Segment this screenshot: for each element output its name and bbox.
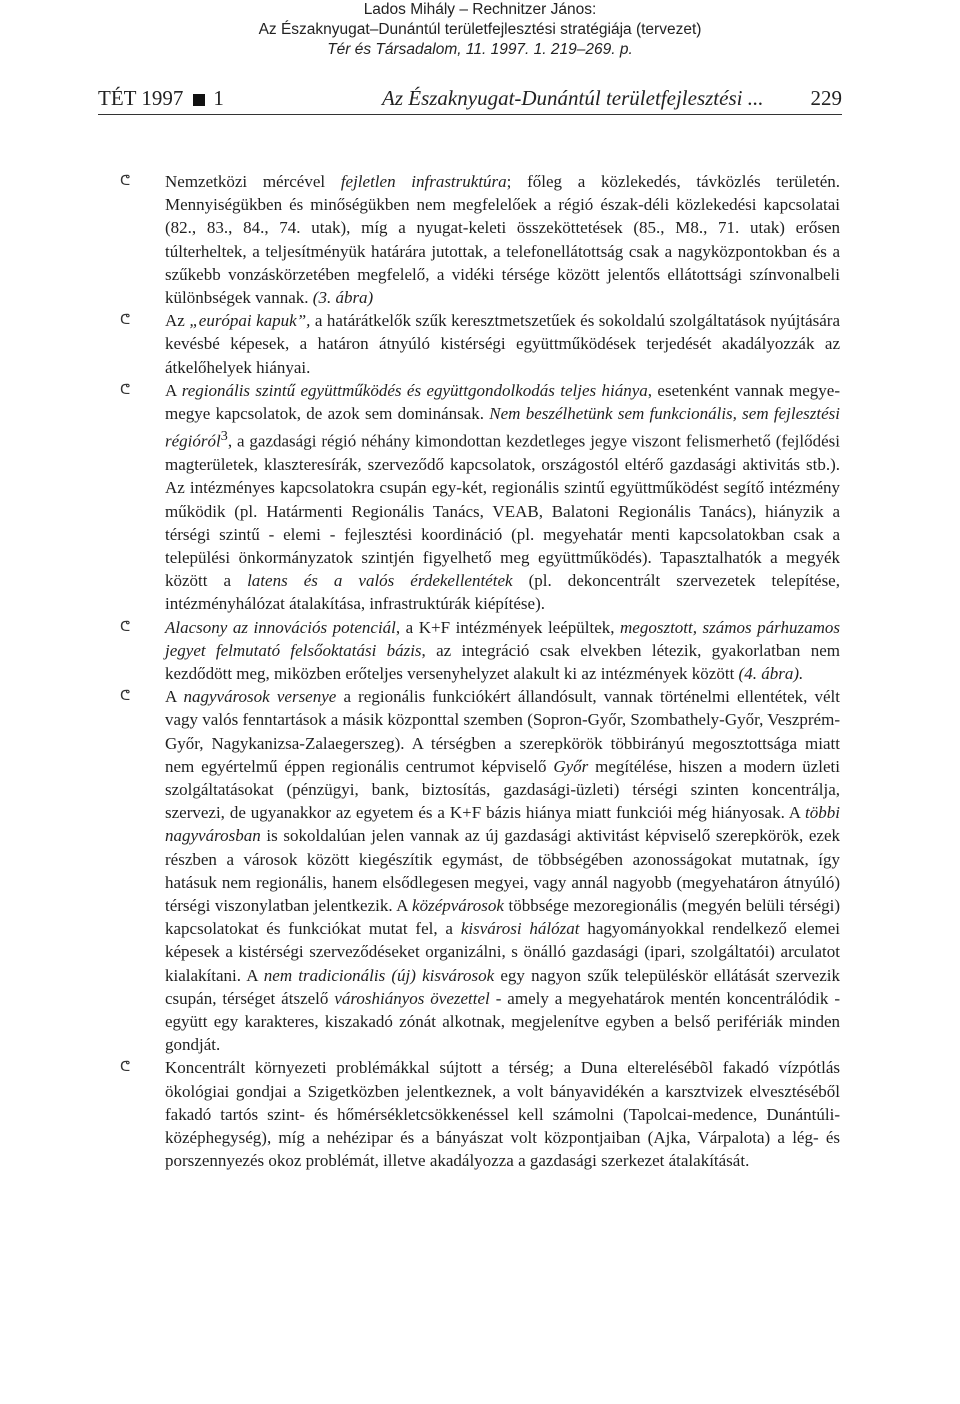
bullet-icon: ᕦ [120, 174, 131, 189]
text-run: egy nagyon szűk településkör ellátását szervezik csupán, térséget átszelő [165, 965, 840, 1008]
text-run: városhiányos övezettel [334, 988, 490, 1008]
text-run: megosztott, számos párhuzamos jegyet felmutató felsőoktatási bázis [165, 617, 840, 660]
text-run: a határátkelők szűk keresztmetszetűek és sokoldalú szolgáltatások nyújtására kevésbé képesek, a határon átnyúló kistérségi együttműködések terjedését akadályozzák az átkelőhelyek hiányai. [165, 311, 841, 377]
text-run: (3. ábra) [312, 288, 374, 308]
text-run: Koncentrált környezeti problémákkal sújtott a térség; a Duna elterelésébõl fakadó vízpótlás ökológiai gondjai a Szigetközben jelentkeznek, a volt bányavidékén a karsztvizek elvesztéséből fakadó tartós szint- és hőmérsékletcsökkenéssel kell számolni (Tapolcai-medence, Dunántúli-középhegység), míg a nehézipar és a bányászat volt központjaiban (Ajka, Várpalota) a lég- és porszennyezés okoz problémát, illetve akadályozza a gazdasági szerkezet átalakítását. [165, 1058, 840, 1171]
issue-number: 1 [213, 86, 224, 110]
text-run: (4. ábra). [738, 663, 804, 683]
text-run: is sokoldalúan jelen vannak az új gazdasági aktivitást képviselő szerepkörök, ezek részben a városok között kiegészítik egymást, de többségében azonosságokat mutatnak, így hatásuk nem regionális, hanem elsődlegesen megyei, vagy annál nagyobb (megyehatáron átnyúló) térségi viszonylatban jelentkezik. A [165, 826, 840, 915]
text-run: Az [165, 311, 190, 331]
bullet-item [120, 309, 840, 379]
running-head [98, 84, 842, 115]
journal-label: TÉT 1997 [98, 86, 184, 110]
body-text [120, 170, 840, 1172]
text-run: , a K+F intézmények leépültek, [395, 617, 621, 637]
text-run: A [165, 380, 182, 400]
text-run: többi nagyvárosban [165, 803, 840, 846]
bullet-item [120, 616, 840, 686]
text-run: hagyományokkal rendelkező elemei képesek a kistérségi szerveződéseket organizálni, s önálló gazdasági (ipari, szolgáltatói) arculatot kialakítani. A [165, 919, 840, 985]
bullet-icon: ᕦ [120, 313, 131, 329]
bullet-item [120, 379, 840, 616]
text-run: , az integráció csak elvekben létezik, gyakorlatban nem kezdődött meg, miközben erőteljes versenyhelyzet alakult ki az intézmények között [165, 640, 840, 683]
text-run: nem tradicionális (új) kisvárosok [263, 965, 495, 985]
text-run: Nem beszélhetünk sem funkcionális, sem fejlesztési régióról [165, 404, 840, 451]
text-run: A [165, 687, 184, 707]
text-run: latens és a valós érdekellentétek [247, 571, 513, 591]
text-run: megítélése, hiszen a modern üzleti szolgáltatásokat (pénzügyi, bank, biztosítás, gazdasági-üzleti) térségi szinten koncentrálja, szervezi, de ugyanakkor az egyetem és a K+F bázis hiánya miatt funkciói még hiányosak. A [165, 756, 841, 823]
running-head-title: Az Északnyugat-Dunántúl területfejlesztési ... [382, 86, 764, 110]
text-run: középvárosok [412, 895, 504, 915]
running-head-journal [98, 86, 224, 111]
text-run: , esetenként vannak megye-megye kapcsolatok, de azok sem dominánsak. [165, 380, 841, 424]
citation-authors: Lados Mihály – Rechnitzer János: [363, 1, 597, 18]
bullet-icon: ᕦ [120, 619, 131, 635]
bullet-icon: ᕦ [120, 382, 131, 398]
bullet-icon: ᕦ [120, 689, 131, 705]
text-run: ; főleg a közlekedés, távközlés területén. Mennyiségükben és minőségükben nem megfelelőek a régió észak-déli közlekedési kapcsolatai (82., 83., 84., 74. utak), míg a nyugat-keleti összeköttetések (85., M8., 71. utak) erősen túlterheltek, a teljesítményük határára jutottak, a telefonellátottság csak a nagyközpontokban és a szűkebb vonzáskörzetében megfelelő, a vidéki térsége között jelentős ellátottsági színvonalbeli különbségek vannak. [165, 172, 841, 308]
page-number: 229 [810, 86, 842, 110]
bullet-item [120, 1056, 840, 1172]
text-run: , a gazdasági régió néhány kimondottan kezdetleges jegye viszont felismerhető (fejlődési magterületek, klaszteresírák, szerveződő kapcsolatok, országostól eltérő gazdasági aktivitás stb.). Az intézményes kapcsolatokra csupán egy-két, regionális szintű együttműködést segítő intézmény működik (pl. Határmenti Regionális Tanács, VEAB, Balatoni Regionális Tanács), hiányzik a térségi szintű - elemi - fejlesztési koordináció (pl. megyehatár menti kapcsolatokban csak a települési önkormányzatok szintjén figyelhető meg együttműködés). Tapasztalhatók a megyék között a [165, 431, 840, 591]
text-run: „európai kapuk”, [189, 311, 311, 331]
text-run: (pl. dekoncentrált szervezetek telepítése, intézményhálózat átalakítása, infrastruktúrák kiépítése). [165, 571, 840, 614]
text-run: Alacsony az innovációs potenciál [165, 617, 396, 637]
bullet-icon: ᕦ [120, 1060, 131, 1076]
bullet-item [120, 685, 840, 1056]
text-run: többsége mezoregionális (megyén belüli térségi) kapcsolatokat és funkciókat mutat fel, a [165, 895, 840, 939]
footnote-ref: 3 [220, 428, 228, 445]
text-run: - amely a megyehatárok mentén koncentrálódik - együtt egy karakteres, kiszakadó zónát alkotnak, megjelenítve egyben a belső perifériák minden gondját. [165, 988, 841, 1055]
square-bullet-icon [193, 94, 205, 106]
citation-source: Tér és Társadalom, 11. 1997. 1. 219–269. p. [327, 41, 633, 58]
text-run: a regionális funkciókért állandósult, vannak történelmi ellentétek, vélt vagy valós fenntartások a másik központtal szemben (Sopron-Győr, Szombathely-Győr, Veszprém-Győr, Nagykanizsa-Zalaegerszeg). A térségben a szerepkörök többirányú megosztottsága miatt nem egyértelmű éppen regionális centrumot képviselő [165, 687, 840, 776]
text-run: nagyvárosok versenye [183, 687, 337, 707]
text-run: Győr [553, 756, 589, 776]
bullet-item [120, 170, 840, 309]
text-run: kisvárosi hálózat [460, 919, 580, 939]
text-run: Nemzetközi mércével [165, 172, 341, 191]
text-run: regionális szintű együttműködés és együttgondolkodás teljes hiánya [181, 380, 648, 400]
citation-title: Az Északnyugat–Dunántúl területfejlesztési stratégiája (tervezet) [258, 21, 702, 38]
citation-header [0, 0, 960, 60]
text-run: fejletlen infrastruktúra [340, 172, 507, 191]
